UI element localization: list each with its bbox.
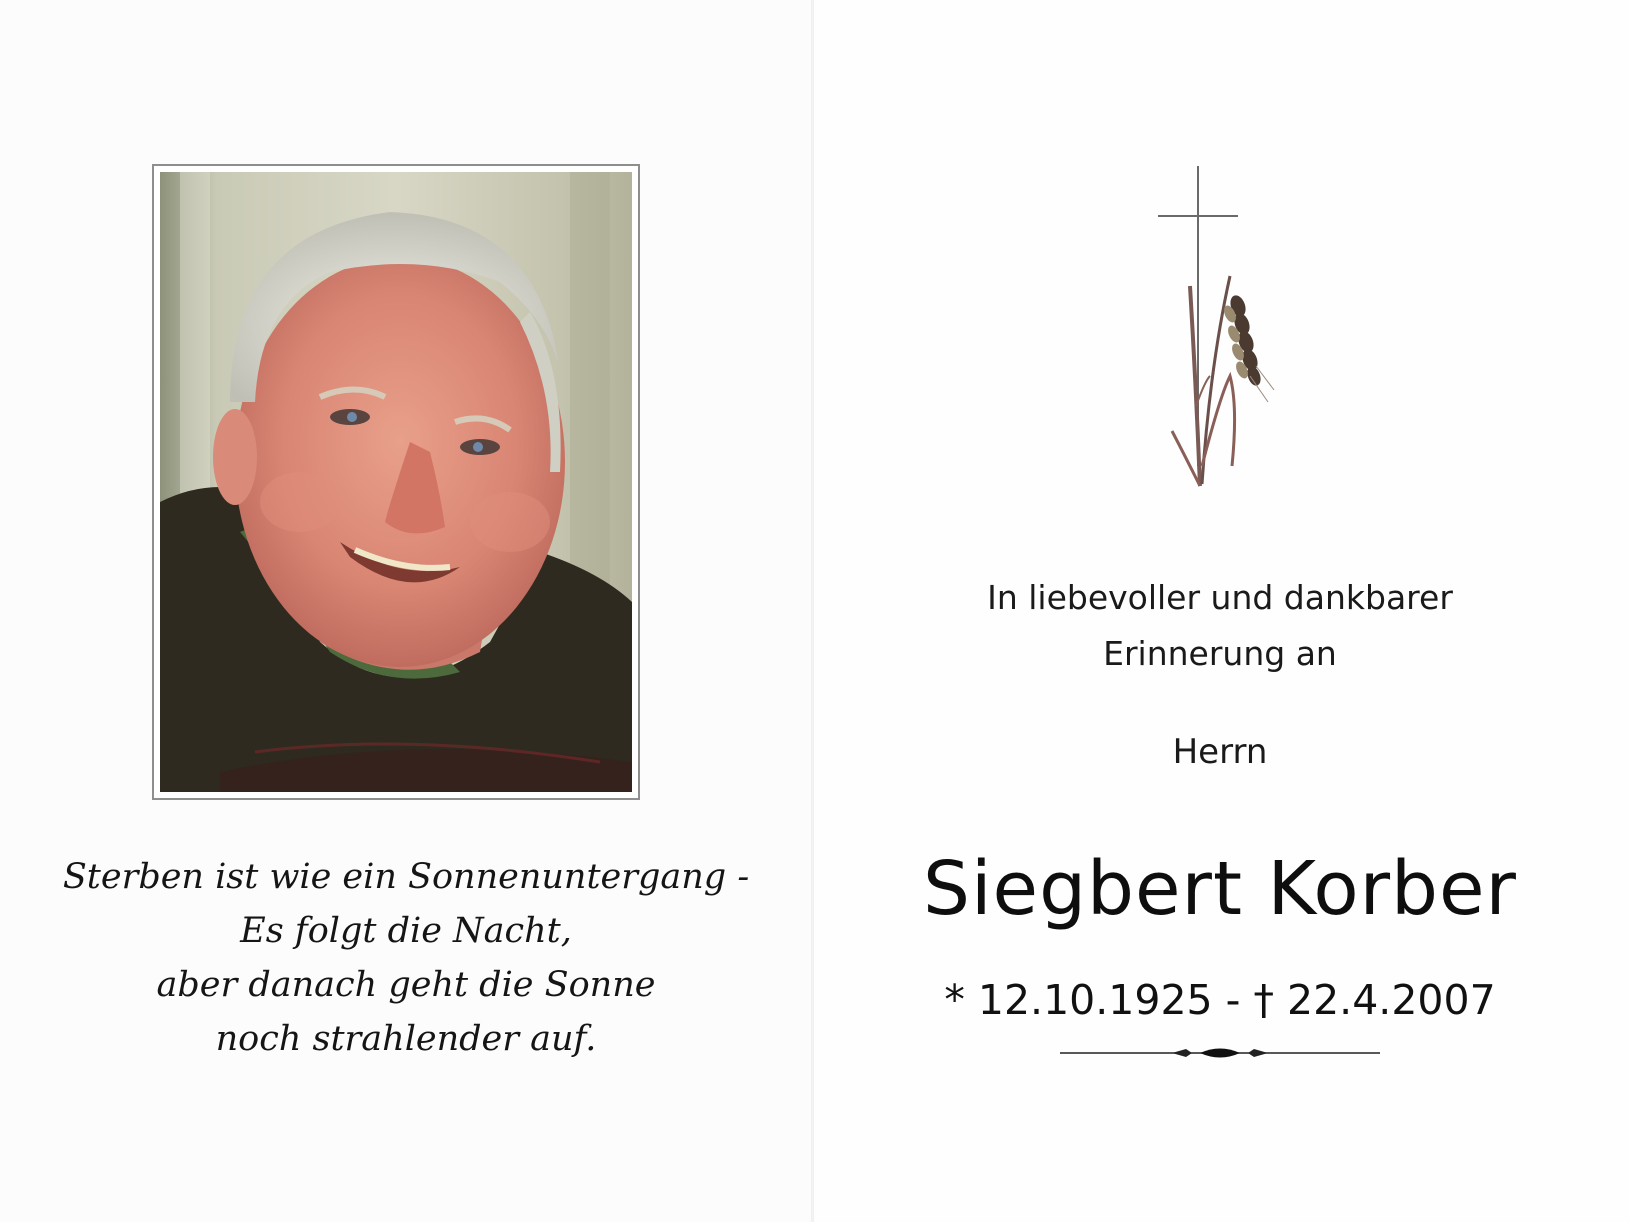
life-dates: * 12.10.1925 - † 22.4.2007 [944,976,1496,1024]
verse-line: noch strahlender auf. [215,1019,597,1059]
portrait-photo [160,172,632,792]
verse-line: Es folgt die Nacht, [240,911,572,951]
verse [40,850,772,1066]
memory-line: Erinnerung an [1103,634,1337,673]
memory-text [900,570,1540,682]
salutation: Herrn [1172,732,1268,772]
ornamental-divider-icon [1060,1042,1380,1064]
memory-line: In liebevoller und dankbarer [987,578,1453,617]
deceased-name: Siegbert Korber [923,846,1517,932]
verse-line: aber danach geht die Sonne [156,965,656,1005]
photo-frame [152,164,640,800]
cross-with-wheat-icon [1150,166,1290,510]
left-panel [0,0,812,1222]
verse-line: Sterben ist wie ein Sonnenuntergang - [62,857,750,897]
